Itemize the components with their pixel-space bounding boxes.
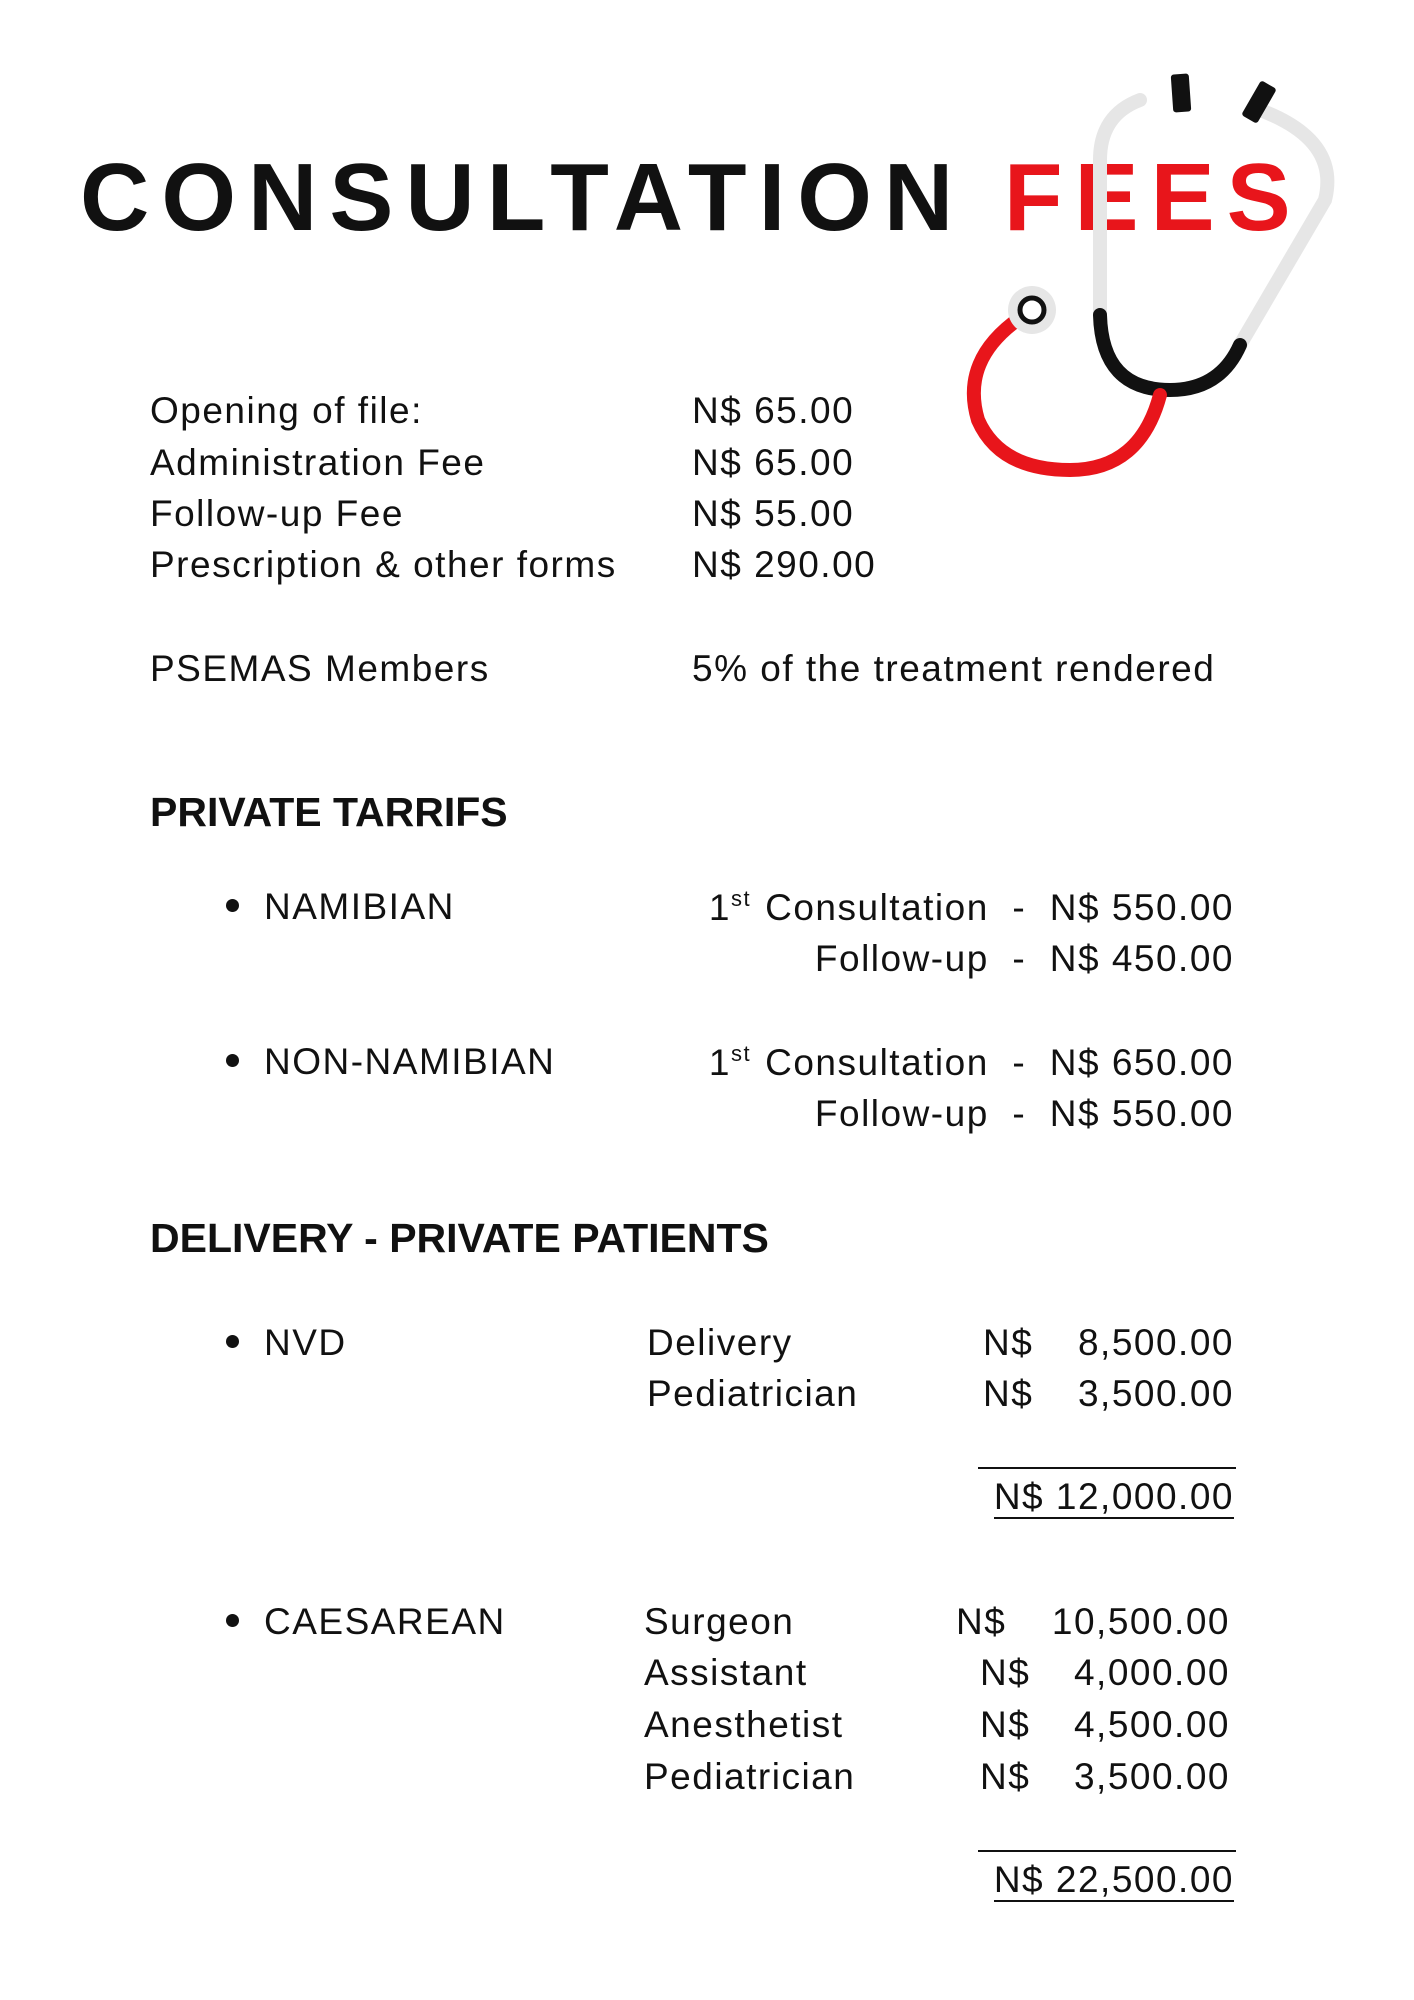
- nvd-item-label: Pediatrician: [647, 1373, 859, 1414]
- caesarean-item-amount: 4,500.00: [1073, 1704, 1230, 1745]
- bullet-icon: [226, 1614, 239, 1627]
- title-part-1: CONSULTATION: [80, 144, 966, 251]
- delivery-nvd-name: NVD: [264, 1322, 347, 1363]
- nvd-item-amount: 8,500.00: [1077, 1322, 1234, 1363]
- caesarean-item-label: Assistant: [644, 1652, 808, 1693]
- dash: -: [1012, 938, 1027, 979]
- fee-amount-administration: N$ 65.00: [692, 442, 855, 483]
- caesarean-item-label: Anesthetist: [644, 1704, 844, 1745]
- delivery-caesarean-name: CAESAREAN: [264, 1601, 506, 1642]
- private-tariffs-heading: PRIVATE TARRIFS: [150, 789, 508, 835]
- dash: -: [1012, 887, 1027, 928]
- tariff-group-namibian: NAMIBIAN: [264, 886, 455, 927]
- first-suffix: st: [730, 886, 752, 911]
- nvd-item-currency: N$: [983, 1322, 1034, 1363]
- psemas-label: PSEMAS Members: [150, 648, 490, 689]
- caesarean-item-amount: 10,500.00: [1051, 1601, 1230, 1642]
- psemas-value: 5% of the treatment rendered: [692, 648, 1216, 689]
- dash: -: [1012, 1042, 1027, 1083]
- caesarean-item-currency: N$: [980, 1704, 1031, 1745]
- bullet-icon: [226, 1335, 239, 1348]
- first-amount: N$ 650.00: [1049, 1042, 1234, 1083]
- tariff-namibian-followup: [815, 940, 1234, 977]
- first-label: Consultation: [765, 887, 989, 928]
- fee-label-prescription: Prescription & other forms: [150, 544, 617, 585]
- bullet-icon: [226, 899, 239, 912]
- caesarean-item-currency: N$: [980, 1756, 1031, 1797]
- followup-label: Follow-up: [814, 1093, 989, 1134]
- first-amount: N$ 550.00: [1049, 887, 1234, 928]
- fee-label-followup: Follow-up Fee: [150, 493, 404, 534]
- caesarean-total: N$ 22,500.00: [993, 1859, 1234, 1900]
- caesarean-item-currency: N$: [956, 1601, 1007, 1642]
- caesarean-item-label: Surgeon: [644, 1601, 795, 1642]
- tariff-non-namibian-first: [709, 1043, 1234, 1081]
- nvd-item-label: Delivery: [647, 1322, 793, 1363]
- followup-amount: N$ 550.00: [1049, 1093, 1234, 1134]
- caesarean-total-rule: [978, 1850, 1236, 1852]
- fee-amount-opening: N$ 65.00: [692, 390, 855, 431]
- dash: -: [1012, 1093, 1027, 1134]
- nvd-total: N$ 12,000.00: [993, 1476, 1234, 1517]
- bullet-icon: [226, 1054, 239, 1067]
- fee-amount-followup: N$ 55.00: [692, 493, 855, 534]
- tariff-non-namibian-followup: [815, 1095, 1234, 1132]
- delivery-heading: DELIVERY - PRIVATE PATIENTS: [150, 1215, 769, 1261]
- caesarean-item-currency: N$: [980, 1652, 1031, 1693]
- caesarean-item-amount: 4,000.00: [1073, 1652, 1230, 1693]
- caesarean-item-amount: 3,500.00: [1073, 1756, 1230, 1797]
- tariff-namibian-first: [709, 888, 1234, 926]
- nvd-item-currency: N$: [983, 1373, 1034, 1414]
- caesarean-item-label: Pediatrician: [644, 1756, 856, 1797]
- fee-label-opening: Opening of file:: [150, 390, 423, 431]
- stethoscope-icon: [930, 60, 1350, 500]
- first-prefix: 1: [708, 887, 731, 928]
- nvd-item-amount: 3,500.00: [1077, 1373, 1234, 1414]
- fee-label-administration: Administration Fee: [150, 442, 486, 483]
- first-suffix: st: [730, 1041, 752, 1066]
- nvd-total-rule: [978, 1467, 1236, 1469]
- followup-amount: N$ 450.00: [1049, 938, 1234, 979]
- first-prefix: 1: [708, 1042, 731, 1083]
- tariff-group-non-namibian: NON-NAMIBIAN: [264, 1041, 556, 1082]
- followup-label: Follow-up: [814, 938, 989, 979]
- first-label: Consultation: [765, 1042, 989, 1083]
- title-part-2: FEES: [1003, 144, 1303, 251]
- fee-amount-prescription: N$ 290.00: [692, 544, 877, 585]
